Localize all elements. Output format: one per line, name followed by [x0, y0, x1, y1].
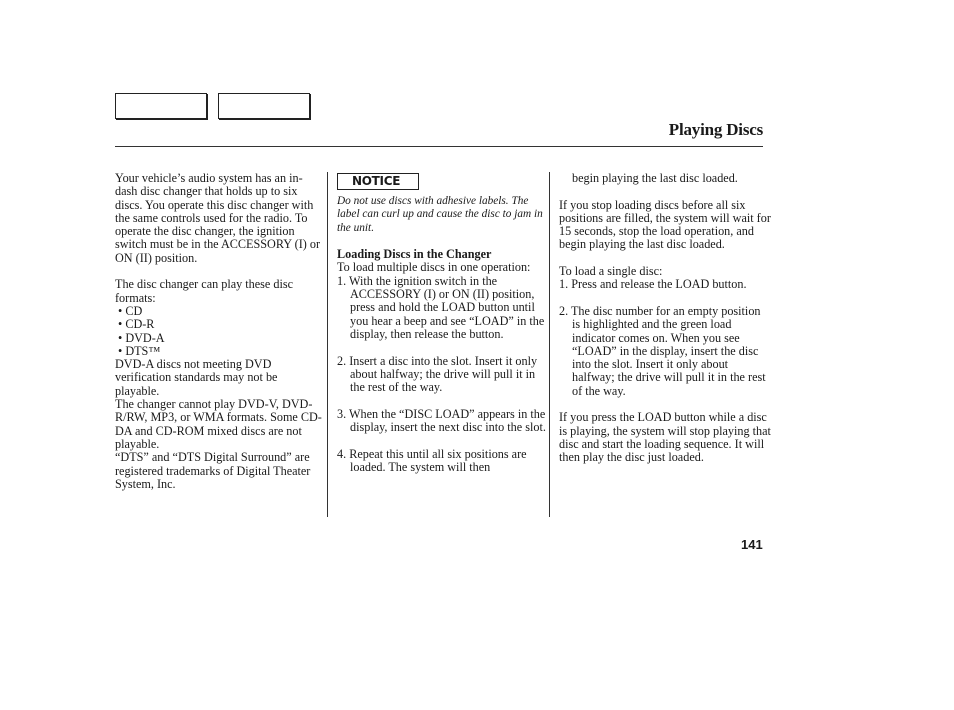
single-load-intro: To load a single disc:	[559, 264, 663, 279]
step-item: 2. Insert a disc into the slot. Insert it only about halfway; the drive will pull it in the rest of the way.	[337, 353, 538, 395]
load-while-playing-paragraph: If you press the LOAD button while a disc is playing, the system will stop playing that disc and start the loading sequence. It will then play the disc just loaded.	[559, 410, 771, 465]
column-divider-left	[327, 172, 328, 517]
column-left	[115, 172, 323, 491]
trademark-note: “DTS” and “DTS Digital Surround” are registered trademarks of Digital Theater System, Inc.	[115, 450, 311, 491]
step-item: 2. The disc number for an empty position is highlighted and the green load indicator comes on. When you see “LOAD” in the display, insert the disc into the slot. Insert it only about halfway; the drive will pull it in the rest of the way.	[559, 303, 766, 398]
format-item: • DVD-A	[118, 330, 165, 345]
title-divider	[115, 146, 763, 147]
format-item: • DTS™	[118, 343, 161, 358]
page-number: 141	[741, 537, 763, 552]
page-title: Playing Discs	[668, 120, 763, 139]
stop-loading-paragraph: If you stop loading discs before all six positions are filled, the system will wait for 15 seconds, stop the load operation, and begin playing the last disc loaded.	[559, 197, 771, 252]
dvd-a-note: DVD-A discs not meeting DVD verification standards may not be playable.	[115, 357, 278, 398]
notice-text: Do not use discs with adhesive labels. The label can curl up and cause the disc to jam in the unit.	[337, 195, 543, 234]
intro-paragraph: Your vehicle’s audio system has an in-dash disc changer that holds up to six discs. You operate this disc changer with the same controls used for the radio. To operate the disc changer, the ignition switch must be in the ACCESSORY (I) or ON (II) position.	[115, 171, 321, 265]
formats-intro: The disc changer can play these disc formats:	[115, 277, 293, 305]
previous-section-button[interactable]	[115, 93, 207, 119]
next-section-button[interactable]	[218, 93, 310, 119]
multi-load-intro: To load multiple discs in one operation:	[337, 260, 531, 275]
column-divider-right	[549, 172, 550, 517]
format-item: • CD	[118, 303, 143, 318]
step-item: 1. Press and release the LOAD button.	[559, 277, 747, 292]
section-subheading: Loading Discs in the Changer	[337, 247, 492, 262]
step-continuation: begin playing the last disc loaded.	[572, 171, 738, 185]
step-item: 1. With the ignition switch in the ACCESSORY (I) or ON (II) position, press and hold the LOAD button until you hear a beep and see “LOAD” in the display, then release the button.	[337, 273, 545, 341]
unsupported-formats-note: The changer cannot play DVD-V, DVD-R/RW, MP3, or WMA formats. Some CD-DA and CD-ROM mixed discs are not playable.	[115, 397, 322, 451]
column-middle	[337, 172, 547, 474]
step-item: 4. Repeat this until all six positions are loaded. The system will then	[337, 446, 527, 474]
step-item: 3. When the “DISC LOAD” appears in the display, insert the next disc into the slot.	[337, 406, 546, 435]
notice-badge: NOTICE	[337, 173, 419, 190]
column-right	[559, 172, 771, 465]
format-item: • CD-R	[118, 317, 155, 332]
